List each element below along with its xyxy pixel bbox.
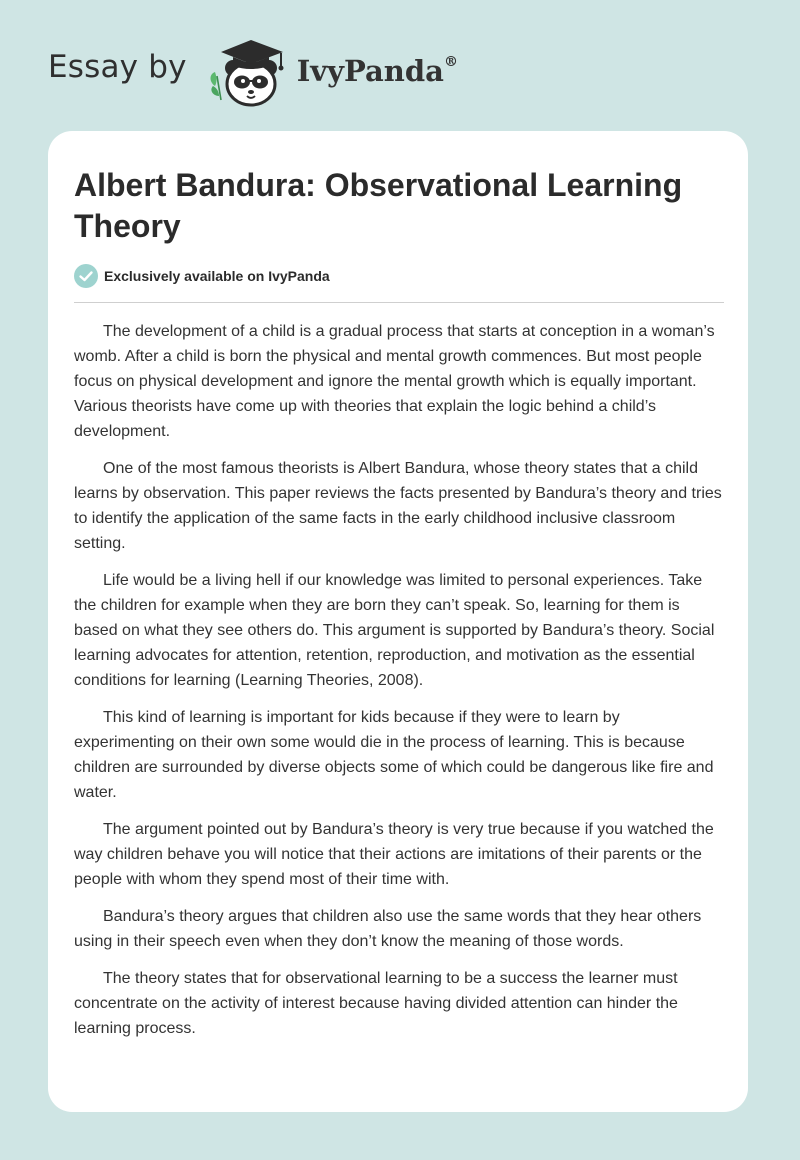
- badge-text: Exclusively available on IvyPanda: [104, 268, 330, 284]
- brand-prefix: Essay by: [48, 49, 187, 85]
- page-title: Albert Bandura: Observational Learning Theory: [74, 167, 683, 244]
- paragraph: Life would be a living hell if our knowledge was limited to personal experiences. Take the children for example when they are born they can’t speak. So, learning for them is based on what they see others do. This argument is supported by Bandura’s theory. Social learning advocates for attention, retention, reproduction, and motivation as the essential conditions for learning (Learning Theories, 2008).: [74, 572, 715, 689]
- paragraph: The argument pointed out by Bandura’s theory is very true because if you watched the way children behave you will notice that their actions are imitations of their parents or the people with whom they spend most of their time with.: [74, 821, 714, 888]
- brand-name-text: IvyPanda: [296, 54, 444, 88]
- essay-body: [74, 319, 724, 1053]
- paragraph: One of the most famous theorists is Albert Bandura, whose theory states that a child learns by observation. This paper reviews the facts presented by Bandura’s theory and tries to identify the application of the same facts in the early childhood inclusive classroom setting.: [74, 460, 722, 552]
- essay-card: [48, 131, 748, 1112]
- exclusive-badge: [74, 264, 330, 288]
- paragraph: Bandura’s theory argues that children also use the same words that they hear others using in their speech even when they don’t know the meaning of those words.: [74, 908, 702, 950]
- brand-header: [48, 30, 458, 110]
- panda-graduate-icon: [203, 30, 293, 110]
- paragraph: The theory states that for observational learning to be a success the learner must concentrate on the activity of interest because having divided attention can hinder the learning process.: [74, 970, 678, 1037]
- brand-name: [297, 54, 458, 88]
- registered-mark: ®: [443, 54, 458, 71]
- paragraph: This kind of learning is important for kids because if they were to learn by experimenting on their own some would die in the process of learning. This is because children are surrounded by diverse objects some of which could be dangerous like fire and water.: [74, 709, 714, 801]
- paragraph: The development of a child is a gradual process that starts at conception in a woman’s womb. After a child is born the physical and mental growth commences. But most people focus on physical development and ignore the mental growth which is equally important. Various theorists have come up with theories that explain the logic behind a child’s development.: [74, 323, 715, 440]
- divider: [74, 302, 724, 303]
- checkmark-icon: [74, 264, 98, 288]
